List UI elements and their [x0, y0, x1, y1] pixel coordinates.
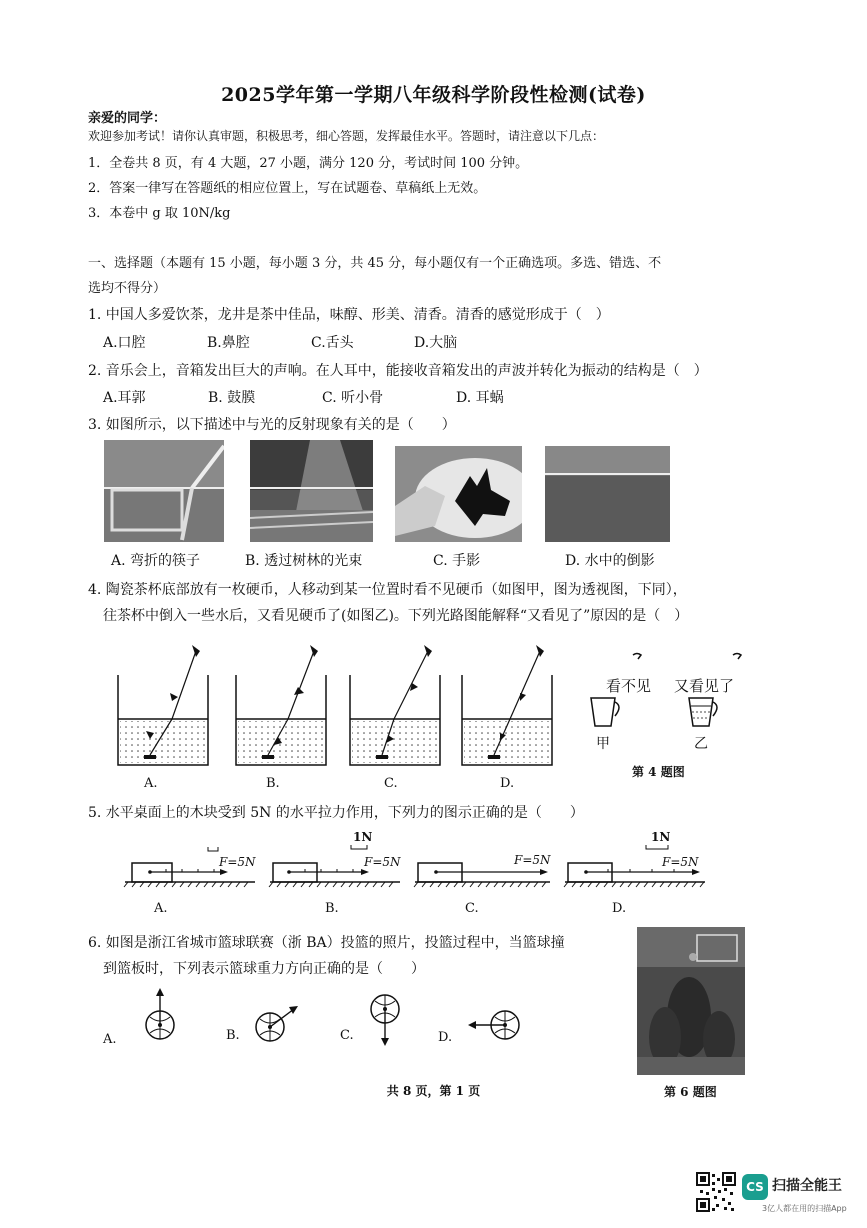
q4-diagram-d — [462, 645, 552, 765]
q6-gravity-diagrams — [140, 985, 530, 1055]
q1-stem: 1. 中国人多爱饮茶，龙井是茶中佳品，味醇、形美、清香。清香的感觉形成于（ ） — [88, 307, 610, 323]
photo-bent-chopsticks — [104, 440, 224, 542]
scanner-brand: 扫描全能王 — [772, 1178, 842, 1194]
q5-option-c: C. — [465, 901, 479, 916]
q4-stem-line2: 往茶杯中倒入一些水后，又看见硬币了(如图乙)。下列光路图能解释“又看见了”原因的是（ ） — [103, 608, 689, 624]
q6-stem-line1: 6. 如图是浙江省城市篮球联赛（浙 BA）投篮的照片，投篮过程中，当篮球撞 — [88, 935, 565, 951]
q2-option-c: C. 听小骨 — [322, 390, 384, 406]
q5-option-b: B. — [325, 901, 339, 916]
note-3: 3．本卷中 g 取 10N/kg — [88, 206, 231, 221]
q4-diagram-b — [236, 645, 326, 765]
q4-stem-line1: 4. 陶瓷茶杯底部放有一枚硬币，人移动到某一位置时看不见硬币（如图甲，图为透视图，下同）， — [88, 582, 687, 598]
q2-option-b: B. 鼓膜 — [208, 390, 256, 406]
q6-diagram-d — [468, 1011, 519, 1039]
scanner-brand-sub: 3亿人都在用的扫描App — [762, 1204, 847, 1213]
q4-cup-label-yi: 乙 — [694, 736, 708, 752]
q4-option-a: A. — [144, 776, 158, 791]
q5-force-label-a: F=5N — [219, 855, 256, 869]
q3-stem: 3. 如图所示，以下描述中与光的反射现象有关的是（ ） — [88, 417, 456, 433]
q1-option-b: B.鼻腔 — [207, 335, 250, 351]
q3-option-c: C. 手影 — [433, 553, 481, 569]
q1-option-a: A.口腔 — [103, 335, 146, 351]
q3-option-d: D. 水中的倒影 — [565, 553, 655, 569]
q1-option-c: C.舌头 — [311, 335, 354, 351]
q4-option-d: D. — [500, 776, 515, 791]
intro-text: 欢迎参加考试！请你认真审题，积极思考，细心答题，发挥最佳水平。答题时，请注意以下几点： — [88, 129, 605, 143]
q5-force-label-d: F=5N — [662, 855, 699, 869]
q5-scale-label-d: 1N — [651, 830, 671, 844]
qr-code-icon — [696, 1172, 736, 1212]
q6-caption: 第 6 题图 — [664, 1085, 717, 1099]
section-title-line1: 一、选择题（本题有 15 小题，每小题 3 分，共 45 分，每小题仅有一个正确选项。多选、错选、不 — [88, 256, 662, 271]
q6-option-a: A. — [103, 1032, 117, 1047]
q5-option-d: D. — [612, 901, 627, 916]
q4-caption: 第 4 题图 — [632, 765, 685, 779]
q6-diagram-b — [256, 1006, 298, 1041]
q2-stem: 2. 音乐会上，音箱发出巨大的声响。在人耳中，能接收音箱发出的声波并转化为振动的结构是（ ） — [88, 363, 708, 379]
photo-light-through-trees — [250, 440, 373, 542]
q5-option-a: A. — [154, 901, 168, 916]
q6-option-d: D. — [438, 1030, 453, 1045]
q5-force-diagrams — [120, 825, 710, 890]
page-title: 2025学年第一学期八年级科学阶段性检测(试卷) — [221, 84, 646, 106]
q4-option-c: C. — [384, 776, 398, 791]
q2-option-d: D. 耳蜗 — [456, 390, 504, 406]
q4-diagram-c — [350, 645, 440, 765]
greeting: 亲爱的同学： — [88, 111, 167, 126]
q5-force-label-c: F=5N — [514, 853, 551, 867]
q4-light-path-diagrams — [100, 635, 580, 795]
q4-cup-label-jia: 甲 — [596, 736, 610, 752]
q2-option-a: A.耳郭 — [103, 390, 146, 406]
photo-water-reflection — [545, 446, 670, 542]
q4-option-b: B. — [266, 776, 280, 791]
q1-option-d: D.大脑 — [414, 335, 458, 351]
q4-cup-figure — [585, 650, 755, 730]
page-number: 共 8 页，第 1 页 — [386, 1084, 481, 1098]
q5-scale-label-b: 1N — [353, 830, 373, 844]
q4-diagram-a — [118, 645, 208, 765]
q6-option-b: B. — [226, 1028, 240, 1043]
q6-stem-line2: 到篮板时，下列表示篮球重力方向正确的是（ ） — [103, 961, 425, 977]
q5-force-label-b: F=5N — [364, 855, 401, 869]
q4-label-cannot-see: 看不见 — [606, 677, 652, 695]
q6-diagram-a — [146, 988, 174, 1039]
camscanner-logo-icon: CS — [742, 1174, 768, 1200]
q6-diagram-c — [371, 995, 399, 1046]
q3-option-a: A. 弯折的筷子 — [111, 553, 201, 569]
photo-basketball-game — [637, 927, 745, 1075]
q5-stem: 5. 水平桌面上的木块受到 5N 的水平拉力作用，下列力的图示正确的是（ ） — [88, 805, 584, 821]
note-2: 2．答案一律写在答题纸的相应位置上，写在试题卷、草稿纸上无效。 — [88, 181, 487, 196]
q3-option-b: B. 透过树林的光束 — [245, 553, 363, 569]
note-1: 1．全卷共 8 页，有 4 大题，27 小题，满分 120 分，考试时间 100 分钟。 — [88, 156, 529, 171]
q4-label-can-see: 又看见了 — [674, 677, 735, 695]
photo-hand-shadow — [395, 446, 522, 542]
section-title-line2: 选均不得分） — [88, 281, 167, 296]
q6-option-c: C. — [340, 1028, 354, 1043]
